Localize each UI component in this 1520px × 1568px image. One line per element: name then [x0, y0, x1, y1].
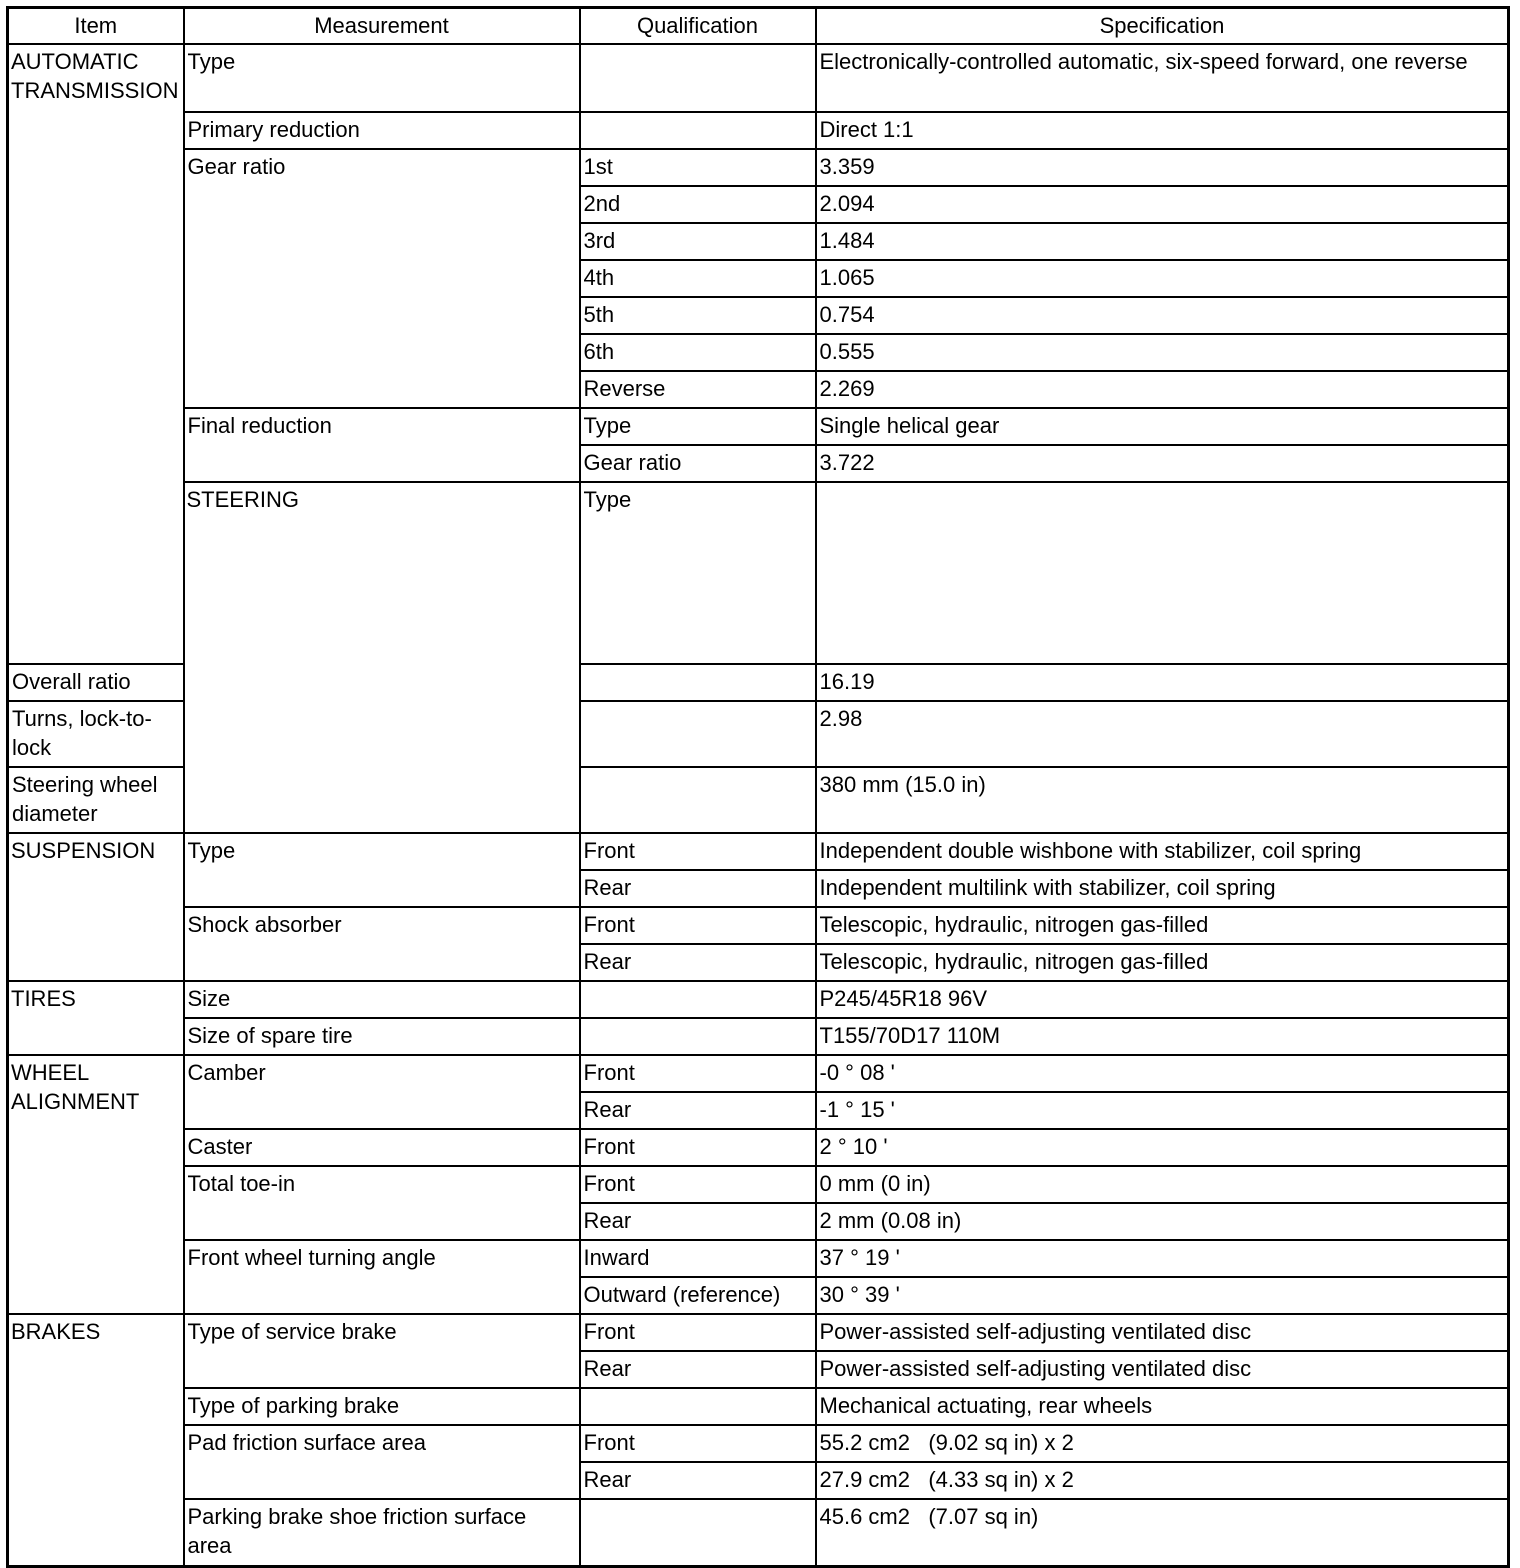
specification-cell: 1.065 — [816, 260, 1509, 297]
measurement-cell: Shock absorber — [184, 907, 580, 981]
measurement-cell: Total toe-in — [184, 1166, 580, 1240]
table-row — [8, 149, 1509, 186]
specification-cell: 37 ° 19 ' — [816, 1240, 1509, 1277]
specification-cell: 30 ° 39 ' — [816, 1277, 1509, 1314]
specification-cell: Independent multilink with stabilizer, coil spring — [816, 870, 1509, 907]
qualification-cell — [580, 1388, 816, 1425]
measurement-cell: Type — [184, 833, 580, 907]
table-row — [8, 1055, 1509, 1092]
qualification-cell: Front — [580, 1314, 816, 1351]
measurement-cell: Pad friction surface area — [184, 1425, 580, 1499]
qualification-cell: Outward (reference) — [580, 1277, 816, 1314]
qualification-cell: Rear — [580, 1203, 816, 1240]
qualification-cell — [580, 1018, 816, 1055]
measurement-cell: Gear ratio — [184, 149, 580, 408]
specification-cell: T155/70D17 110M — [816, 1018, 1509, 1055]
qualification-cell: 6th — [580, 334, 816, 371]
table-row — [8, 1499, 1509, 1566]
table-row — [8, 1166, 1509, 1203]
measurement-cell: Parking brake shoe friction surface area — [184, 1499, 580, 1566]
table-row — [8, 112, 1509, 149]
header-row — [8, 8, 1509, 45]
specification-cell: 3.359 — [816, 149, 1509, 186]
qualification-cell: Rear — [580, 1351, 816, 1388]
specification-cell: Single helical gear — [816, 408, 1509, 445]
section-tires: TIRES — [8, 981, 184, 1055]
measurement-cell: Overall ratio — [8, 664, 184, 701]
qualification-cell: Front — [580, 833, 816, 870]
qualification-cell: 5th — [580, 297, 816, 334]
table-row — [8, 1240, 1509, 1277]
table-row — [8, 981, 1509, 1018]
specification-cell: Direct 1:1 — [816, 112, 1509, 149]
specification-cell: 2.094 — [816, 186, 1509, 223]
qualification-cell: 3rd — [580, 223, 816, 260]
table-row — [8, 907, 1509, 944]
qualification-cell: Rear — [580, 1462, 816, 1499]
table-row — [8, 408, 1509, 445]
specification-cell: -1 ° 15 ' — [816, 1092, 1509, 1129]
specification-cell: Telescopic, hydraulic, nitrogen gas-filled — [816, 944, 1509, 981]
measurement-cell: Type of service brake — [184, 1314, 580, 1388]
specification-cell: 27.9 cm2 (4.33 sq in) x 2 — [816, 1462, 1509, 1499]
specification-cell: P245/45R18 96V — [816, 981, 1509, 1018]
measurement-cell: Turns, lock-to-lock — [8, 701, 184, 767]
table-row — [8, 1425, 1509, 1462]
section-suspension: SUSPENSION — [8, 833, 184, 981]
specification-cell: 16.19 — [816, 664, 1509, 701]
qualification-cell: 1st — [580, 149, 816, 186]
qualification-cell: Type — [580, 408, 816, 445]
specification-cell: 2 ° 10 ' — [816, 1129, 1509, 1166]
measurement-cell: Type — [580, 482, 816, 664]
specification-cell: 2 mm (0.08 in) — [816, 1203, 1509, 1240]
measurement-cell: Type of parking brake — [184, 1388, 580, 1425]
specification-cell: Electronically-controlled automatic, six-speed forward, one reverse — [816, 44, 1509, 112]
specification-cell: Power-assisted self-adjusting ventilated disc — [816, 1314, 1509, 1351]
spec-table-container — [6, 6, 1510, 1568]
header-specification: Specification — [816, 8, 1509, 45]
specifications-table — [6, 6, 1510, 1568]
qualification-cell: 4th — [580, 260, 816, 297]
section-wheel-alignment: WHEEL ALIGNMENT — [8, 1055, 184, 1314]
specification-cell: 380 mm (15.0 in) — [816, 767, 1509, 833]
qualification-cell: Inward — [580, 1240, 816, 1277]
qualification-cell: Rear — [580, 1092, 816, 1129]
header-item: Item — [8, 8, 184, 45]
measurement-cell: Camber — [184, 1055, 580, 1129]
table-row — [8, 44, 1509, 112]
qualification-cell — [580, 767, 816, 833]
specification-cell: Telescopic, hydraulic, nitrogen gas-filled — [816, 907, 1509, 944]
qualification-cell: Front — [580, 1425, 816, 1462]
qualification-cell: 2nd — [580, 186, 816, 223]
qualification-cell — [580, 44, 816, 112]
qualification-cell — [580, 701, 816, 767]
header-measurement: Measurement — [184, 8, 580, 45]
qualification-cell — [816, 482, 1509, 664]
table-row — [8, 1388, 1509, 1425]
measurement-cell: Type — [184, 44, 580, 112]
qualification-cell: Front — [580, 907, 816, 944]
measurement-cell: Final reduction — [184, 408, 580, 482]
qualification-cell — [580, 981, 816, 1018]
qualification-cell — [580, 112, 816, 149]
specification-cell: Power-assisted self-adjusting ventilated disc — [816, 1351, 1509, 1388]
qualification-cell: Rear — [580, 870, 816, 907]
specification-cell: 0 mm (0 in) — [816, 1166, 1509, 1203]
specification-cell: 3.722 — [816, 445, 1509, 482]
qualification-cell: Rear — [580, 944, 816, 981]
section-brakes: BRAKES — [8, 1314, 184, 1566]
specification-cell: 2.269 — [816, 371, 1509, 408]
section-automatic-transmission: AUTOMATIC TRANSMISSION — [8, 44, 184, 664]
qualification-cell: Front — [580, 1055, 816, 1092]
specification-cell: 0.555 — [816, 334, 1509, 371]
specification-cell: 55.2 cm2 (9.02 sq in) x 2 — [816, 1425, 1509, 1462]
qualification-cell: Front — [580, 1129, 816, 1166]
measurement-cell: Front wheel turning angle — [184, 1240, 580, 1314]
measurement-cell: Caster — [184, 1129, 580, 1166]
table-row — [8, 482, 1509, 664]
specification-cell: 2.98 — [816, 701, 1509, 767]
specification-cell: 45.6 cm2 (7.07 sq in) — [816, 1499, 1509, 1566]
measurement-cell: Size of spare tire — [184, 1018, 580, 1055]
header-qualification: Qualification — [580, 8, 816, 45]
table-row — [8, 833, 1509, 870]
table-row — [8, 1018, 1509, 1055]
qualification-cell: Reverse — [580, 371, 816, 408]
measurement-cell: Steering wheel diameter — [8, 767, 184, 833]
table-row — [8, 1314, 1509, 1351]
specification-cell: Independent double wishbone with stabilizer, coil spring — [816, 833, 1509, 870]
specification-cell: 0.754 — [816, 297, 1509, 334]
qualification-cell: Gear ratio — [580, 445, 816, 482]
table-row — [8, 1129, 1509, 1166]
qualification-cell — [580, 1499, 816, 1566]
qualification-cell: Front — [580, 1166, 816, 1203]
specification-cell: -0 ° 08 ' — [816, 1055, 1509, 1092]
specification-cell: 1.484 — [816, 223, 1509, 260]
measurement-cell: Primary reduction — [184, 112, 580, 149]
measurement-cell: Size — [184, 981, 580, 1018]
section-steering: STEERING — [184, 482, 580, 833]
specification-cell: Mechanical actuating, rear wheels — [816, 1388, 1509, 1425]
qualification-cell — [580, 664, 816, 701]
